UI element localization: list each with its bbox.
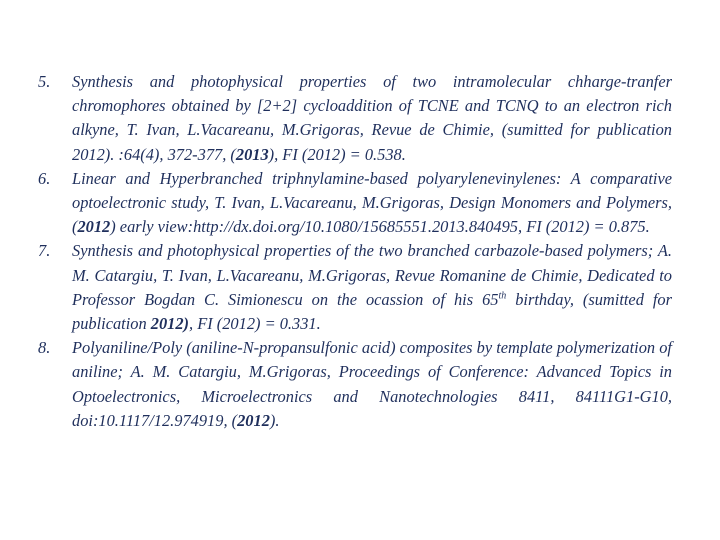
reference-year: 2013 [235, 144, 269, 164]
reference-number: 8. [38, 338, 51, 358]
ordinal-superscript: th [498, 290, 507, 302]
reference-text-middle: birthday, (sumitted for publication [72, 289, 672, 334]
reference-year: 2012 [77, 217, 111, 237]
reference-text: Synthesis and photophysical properties of the two branched carbazole-based polymers; A. M. Catargiu, T. Ivan, L.Vacareanu, M.Grigoras, Revue Romanine de Chimie, Dedicated to Professor Bogdan C. Simionescu on the ocassion of his 65 [72, 241, 672, 309]
reference-item-5 [38, 70, 672, 167]
reference-text-end: ), FI (2012) = 0.538. [268, 144, 406, 164]
reference-list [38, 70, 672, 433]
reference-text-end: , FI (2012) = 0.331. [189, 314, 321, 334]
reference-number: 6. [38, 168, 51, 188]
reference-year: 2012 [237, 410, 270, 430]
reference-text: Polyaniline/Poly (aniline-N-propansulfonic acid) composites by template polymerization of aniline; A. M. Catargiu, M.Grigoras, Proceedings of Conference: Advanced Topics in Optoelectronics, Microelectronics and Nanotechnologies 8411, 84111G1-G10, doi:10.1117/12.974919, ( [72, 338, 672, 430]
reference-text: Synthesis and photophysical properties of two intramolecular chharge-tranfer chromophores obtained by [2+2] cycloaddition of TCNE and TCNQ to an electron rich alkyne, T. Ivan, L.Vacareanu, M.Grigoras, Revue de Chimie, (sumitted for publication 2012). :64(4), 372-377, ( [72, 72, 672, 164]
reference-number: 7. [38, 241, 51, 261]
reference-item-6 [38, 167, 672, 240]
reference-text: Linear and Hyperbranched triphnylamine-based polyarylenevinylenes: A comparative optoelectronic study, T. Ivan, L.Vacareanu, M.Grigoras, Design Monomers and Polymers, ( [72, 168, 672, 237]
reference-text-end: ). [269, 410, 280, 430]
reference-year: 2012) [150, 314, 190, 334]
reference-text-end: ) early view:http://dx.doi.org/10.1080/15685551.2013.840495, FI (2012) = 0.875. [110, 217, 650, 237]
reference-item-8 [38, 336, 672, 433]
reference-item-7 [38, 239, 672, 336]
reference-number: 5. [38, 72, 51, 91]
